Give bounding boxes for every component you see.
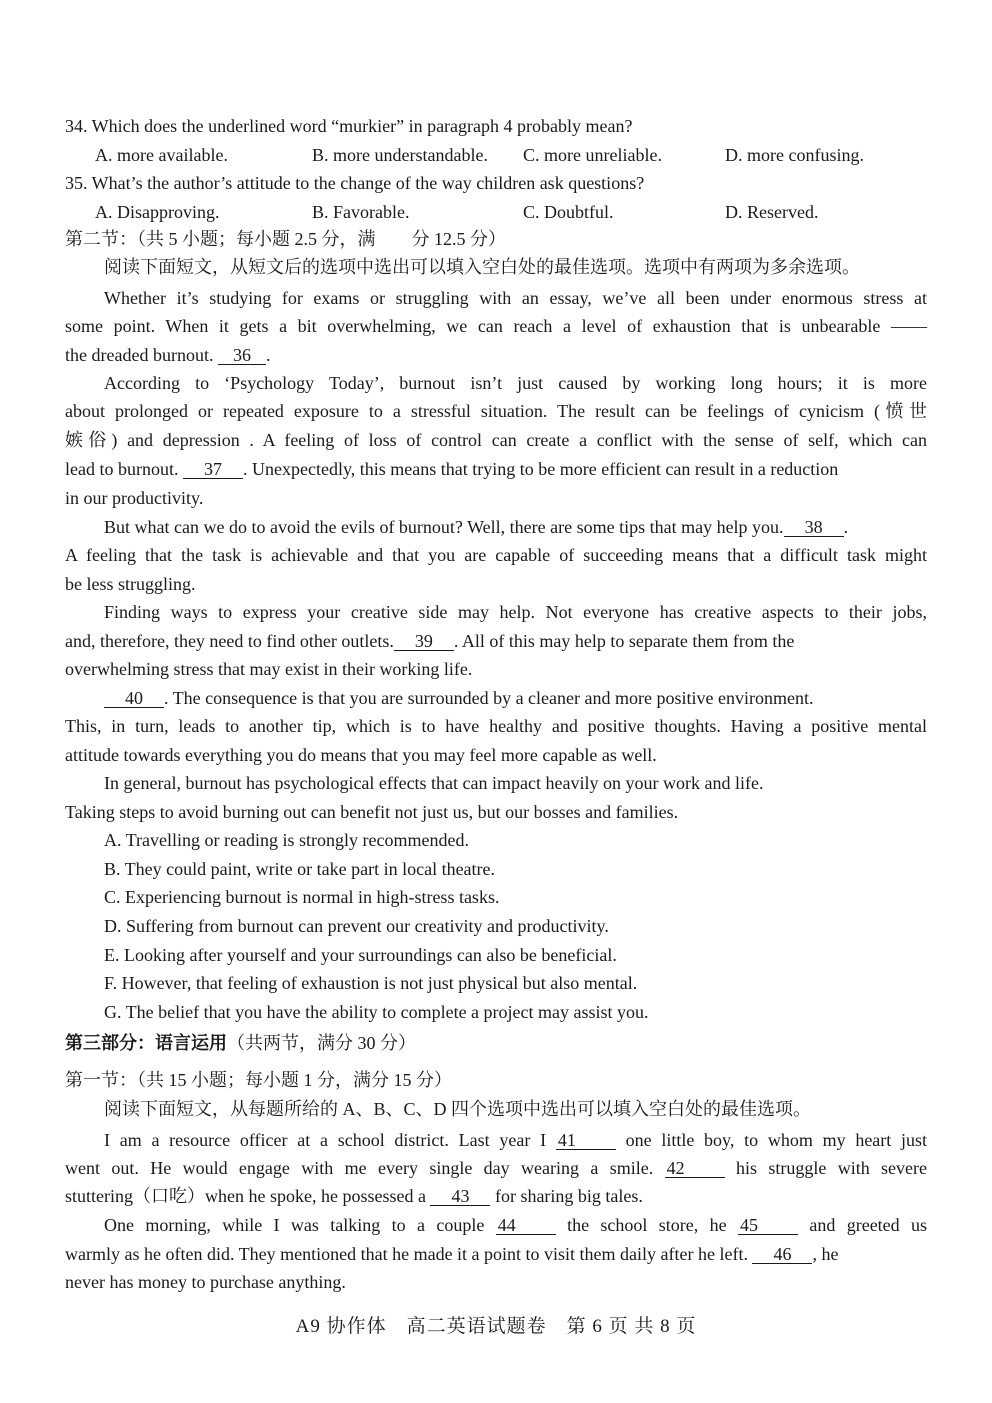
q35-option-d: D. Reserved. [725, 202, 819, 222]
answer-blank-41[interactable]: 41 [556, 1131, 616, 1150]
answer-blank-36[interactable]: 36 [218, 346, 266, 365]
choice-a: A. Travelling or reading is strongly recommended. [104, 830, 469, 850]
part3-heading: 第三部分：语言运用（共两节，满分 30 分） [65, 1033, 416, 1053]
answer-blank-42[interactable]: 42 [665, 1159, 725, 1178]
choice-g: G. The belief that you have the ability to complete a project may assist you. [104, 1002, 649, 1022]
passage-p1-line2: some point. When it gets a bit overwhelming, we can reach a level of exhaustion that is unbearable —— [65, 316, 927, 336]
passage-p2-line5: in our productivity. [65, 488, 204, 508]
answer-blank-44[interactable]: 44 [496, 1216, 556, 1235]
passage-p2-line4: lead to burnout. 37 . Unexpectedly, this means that trying to be more efficient can result in a reduction [65, 459, 839, 479]
choice-d: D. Suffering from burnout can prevent our creativity and productivity. [104, 916, 609, 936]
passage-p2-line3: 嫉俗) and depression . A feeling of loss of control can create a conflict with the sense of self, which can [65, 430, 927, 450]
answer-blank-39[interactable]: 39 [394, 632, 454, 651]
passage-p3-line2: A feeling that the task is achievable and that you are capable of succeeding means that a difficult task might [65, 545, 927, 565]
passage-p5-line2: This, in turn, leads to another tip, which is to have healthy and positive thoughts. Having a positive mental [65, 716, 927, 736]
cloze-line1: I am a resource officer at a school district. Last year I 41 one little boy, to whom my heart just [104, 1130, 928, 1150]
passage-p4-line2: and, therefore, they need to find other outlets. 39 . All of this may help to separate them from the [65, 631, 795, 651]
q35-option-b: B. Favorable. [312, 202, 410, 222]
cloze-line6: never has money to purchase anything. [65, 1272, 346, 1292]
q34-option-a: A. more available. [95, 145, 228, 165]
answer-blank-38[interactable]: 38 [784, 518, 844, 537]
answer-blank-37[interactable]: 37 [183, 460, 243, 479]
passage-p6-line2: Taking steps to avoid burning out can benefit not just us, but our bosses and families. [65, 802, 679, 822]
answer-blank-43[interactable]: 43 [430, 1187, 490, 1206]
cloze-line3: stuttering（口吃）when he spoke, he possessed a 43 for sharing big tales. [65, 1186, 643, 1206]
part3-section1-heading: 第一节：（共 15 小题；每小题 1 分，满分 15 分） [65, 1070, 452, 1090]
passage-p6-line1: In general, burnout has psychological effects that can impact heavily on your work and life. [104, 773, 764, 793]
q35-option-a: A. Disapproving. [95, 202, 220, 222]
answer-blank-46[interactable]: 46 [752, 1245, 812, 1264]
choice-e: E. Looking after yourself and your surroundings can also be beneficial. [104, 945, 617, 965]
choice-c: C. Experiencing burnout is normal in high-stress tasks. [104, 887, 500, 907]
page-footer: A9 协作体 高二英语试题卷 第 6 页 共 8 页 [295, 1316, 697, 1337]
passage-p3-line1: But what can we do to avoid the evils of burnout? Well, there are some tips that may help you. 38 . [104, 517, 849, 537]
cloze-line2: went out. He would engage with me every single day wearing a smile. 42 his struggle with severe [65, 1158, 928, 1178]
q35-option-c: C. Doubtful. [523, 202, 614, 222]
passage-p2-line1: According to ‘Psychology Today’, burnout isn’t just caused by working long hours; it is more [104, 373, 927, 393]
passage-p5-line3: attitude towards everything you do means that you may feel more capable as well. [65, 745, 657, 765]
passage-p4-line1: Finding ways to express your creative side may help. Not everyone has creative aspects to their jobs, [104, 602, 927, 622]
choice-f: F. However, that feeling of exhaustion is not just physical but also mental. [104, 973, 638, 993]
passage-p1-line3: the dreaded burnout. 36 . [65, 345, 271, 365]
q34-option-b: B. more understandable. [312, 145, 488, 165]
passage-p1-line1: Whether it’s studying for exams or struggling with an essay, we’ve all been under enormous stress at [104, 288, 927, 308]
q34-option-c: C. more unreliable. [523, 145, 662, 165]
passage-p5-line1: 40 . The consequence is that you are surrounded by a cleaner and more positive environment. [104, 687, 927, 709]
choice-b: B. They could paint, write or take part in local theatre. [104, 859, 496, 879]
q34-stem: 34. Which does the underlined word “murkier” in paragraph 4 probably mean? [65, 116, 633, 136]
passage-p2-line2: about prolonged or repeated exposure to a stressful situation. The result can be feelings of cynicism (愤世 [65, 401, 927, 421]
part3-instruction: 阅读下面短文，从每题所给的 A、B、C、D 四个选项中选出可以填入空白处的最佳选项。 [104, 1099, 812, 1119]
cloze-line5: warmly as he often did. They mentioned that he made it a point to visit them daily after he left. 46 , he [65, 1244, 839, 1264]
passage-p3-line3: be less struggling. [65, 574, 196, 594]
q35-stem: 35. What’s the author’s attitude to the change of the way children ask questions? [65, 173, 645, 193]
section2-heading: 第二节：（共 5 小题；每小题 2.5 分，满 分 12.5 分） [65, 229, 506, 249]
section2-instruction: 阅读下面短文，从短文后的选项中选出可以填入空白处的最佳选项。选项中有两项为多余选项。 [104, 257, 860, 277]
answer-blank-45[interactable]: 45 [738, 1216, 798, 1235]
q34-option-d: D. more confusing. [725, 145, 864, 165]
passage-p4-line3: overwhelming stress that may exist in their working life. [65, 659, 473, 679]
cloze-line4: One morning, while I was talking to a couple 44 the school store, he 45 and greeted us [104, 1215, 928, 1235]
answer-blank-40[interactable]: 40 [104, 689, 164, 708]
